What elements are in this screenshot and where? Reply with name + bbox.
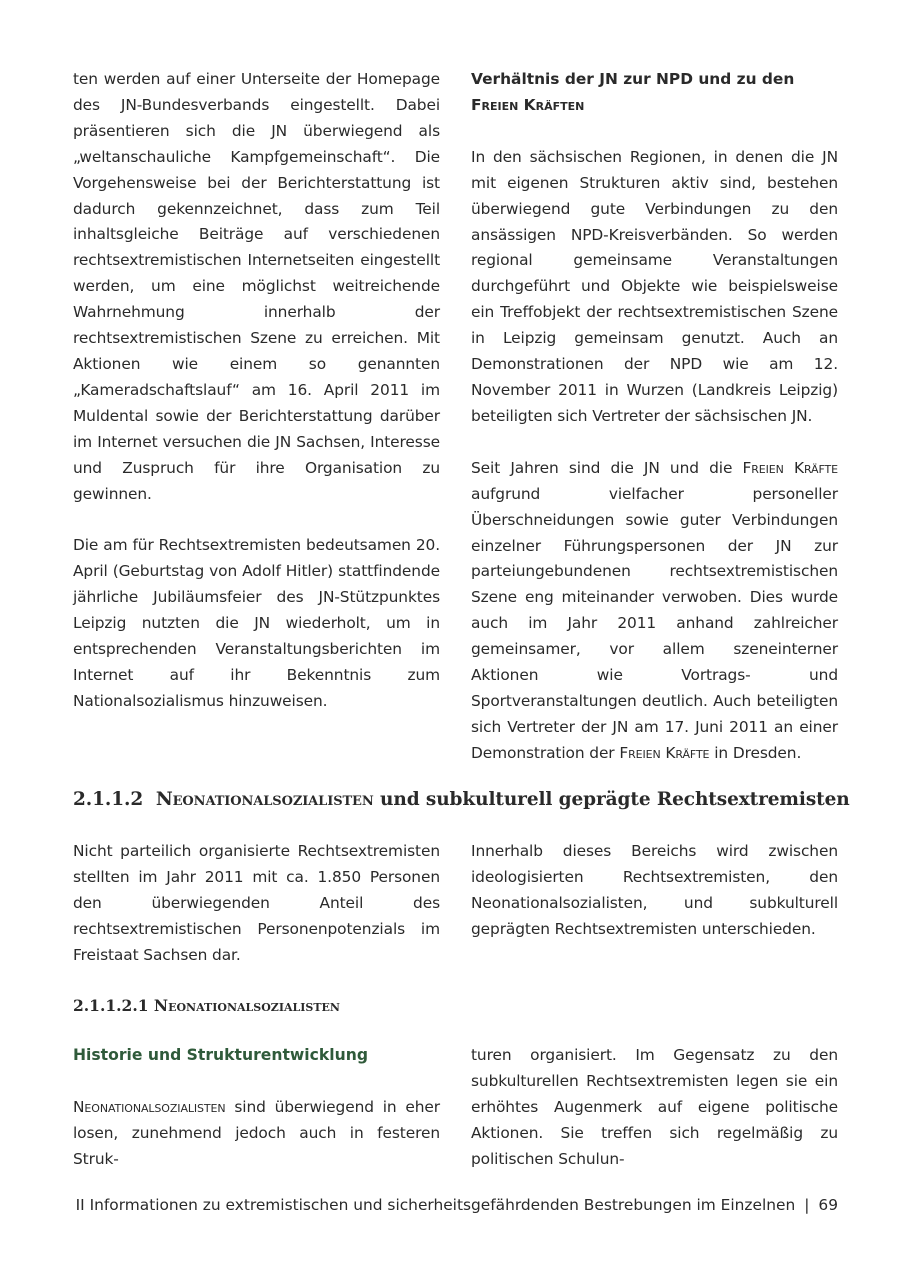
paragraph-neonazi-structure: Neonationalsozialisten sind überwiegend in eher losen, zunehmend jedoch auch in festeren Struk- [73, 1097, 440, 1168]
green-heading-historie: Historie und Strukturentwicklung [73, 1046, 368, 1064]
paragraph-website-reporting: ten werden auf einer Unterseite der Homepage des JN-Bundesverbands eingestellt. Dabei präsentieren sich die JN überwiegend als „weltanschauliche Kampfgemeinschaft“. Die Vorgehensweise bei der Berichterstattung ist dadurch gekennzeichnet, dass zum Teil inhaltsgleiche Beiträge auf verschiedenen rechtsextremistischen Internetseiten eingestellt werden, um eine möglichst weitreichende Wahrnehmung innerhalb der rechtsextremistischen Szene zu erreichen. Mit Aktionen wie einem so genannten „Kameradschaftslauf“ am 16. April 2011 im Muldental sowie der Berichterstattung darüber im Internet versuchen die JN Sachsen, Interesse und Zuspruch für ihre Organisation zu gewinnen. [73, 70, 440, 503]
bottom-left-column [73, 1043, 440, 1173]
subsection-heading: 2.1.1.2.1 Neonationalsozialisten [73, 996, 340, 1015]
paragraph-freie-kraefte: Seit Jahren sind die JN und die Freien Kräfte aufgrund vielfacher personeller Überschneidungen sowie guter Verbindungen einzelner Führungspersonen der JN zur parteiungebundenen rechtsextremistischen Szene eng miteinander verwoben. Dies wurde auch im Jahr 2011 anhand zahlreicher gemeinsamer, vor allem szeneinterner Aktionen wie Vortrags- und Sportveranstaltungen deutlich. Auch beteiligten sich Vertreter der JN am 17. Juni 2011 an einer Demonstration der Freien Kräfte in Dresden. [471, 458, 838, 762]
paragraph-npd-connections: In den sächsischen Regionen, in denen die JN mit eigenen Strukturen aktiv sind, bestehen überwiegend gute Verbindungen zu den ansässigen NPD-Kreisverbänden. So werden regional gemeinsame Veranstaltungen durchgeführt und Objekte wie beispielsweise ein Treffobjekt der rechtsextremistischen Szene in Leipzig gemeinsam genutzt. Auch an Demonstrationen der NPD wie am 12. November 2011 in Wurzen (Landkreis Leipzig) beteiligten sich Vertreter der sächsischen JN. [471, 147, 838, 425]
footer-text: II Informationen zu extremistischen und sicherheitsgefährdenden Bestrebungen im Einzelnen [75, 1196, 796, 1214]
paragraph-bereich-unterscheidung: Innerhalb dieses Bereichs wird zwischen ideologisierten Rechtsextremisten, den Neonationalsozialisten, und subkulturell geprägten Rechtsextremisten unterschieden. [471, 842, 838, 938]
paragraph-personenpotenzial: Nicht parteilich organisierte Rechtsextremisten stellten im Jahr 2011 mit ca. 1.850 Personen den überwiegenden Anteil des rechtsextremistischen Personenpotenzials im Freistaat Sachsen dar. [73, 842, 440, 964]
paragraph-jubilee-celebration: Die am für Rechtsextremisten bedeutsamen 20. April (Geburtstag von Adolf Hitler) stattfindende jährliche Jubiläumsfeier des JN-Stützpunktes Leipzig nutzten die JN wiederholt, um in entsprechenden Veranstaltungsberichten im Internet auf ihr Bekenntnis zum Nationalsozialismus hinzuweisen. [73, 536, 440, 710]
paragraph-political-actions: turen organisiert. Im Gegensatz zu den subkulturellen Rechtsextremisten legen sie ein erhöhtes Augenmerk auf eigene politische Aktionen. Sie treffen sich regelmäßig zu politischen Schulun- [471, 1046, 838, 1168]
left-column-top [73, 67, 440, 715]
bottom-right-column [471, 1043, 838, 1173]
page-footer [0, 1196, 838, 1214]
footer-separator: | [804, 1196, 810, 1214]
section-heading: 2.1.1.2 Neonationalsozialisten und subkulturell geprägte Rechtsextremisten [73, 789, 850, 810]
section-left-column [73, 839, 440, 969]
section-number: 2.1.1.2 [73, 789, 144, 810]
right-column-top [471, 67, 838, 767]
subsection-number: 2.1.1.2.1 [73, 996, 149, 1015]
side-heading-jn-npd: Verhältnis der JN zur NPD und zu den Freien Kräften [471, 70, 795, 114]
page-number: 69 [818, 1196, 838, 1214]
section-right-column [471, 839, 838, 943]
